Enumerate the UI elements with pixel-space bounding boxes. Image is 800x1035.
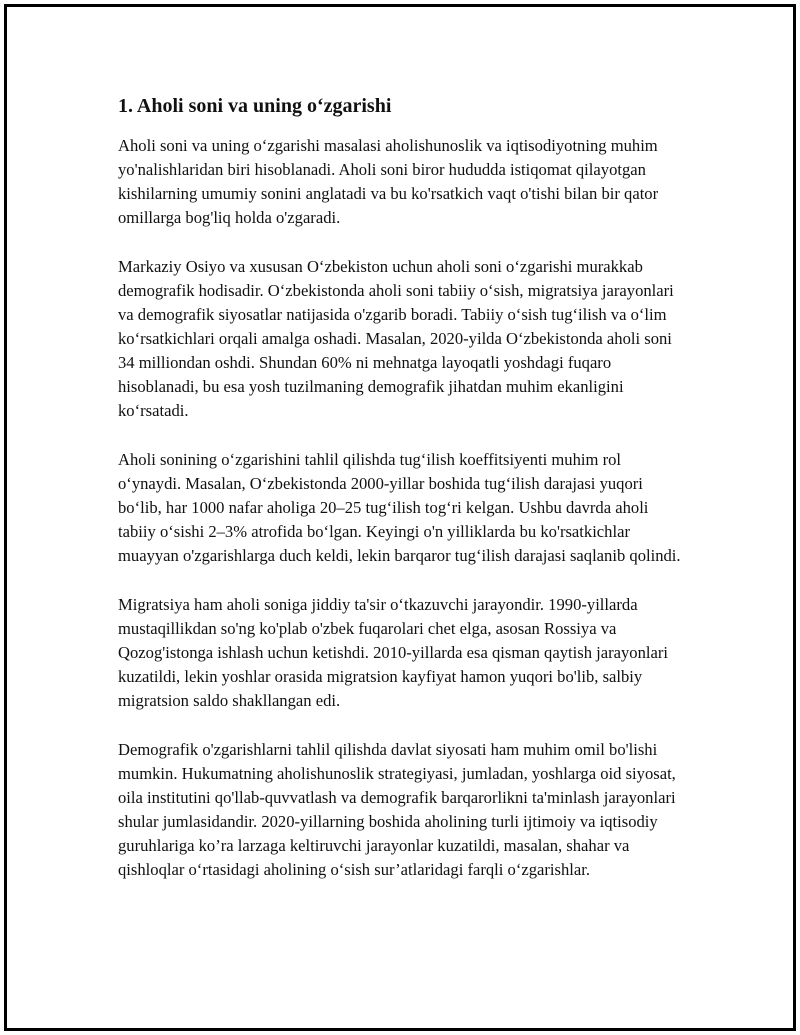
paragraph-3: Aholi sonining oʻzgarishini tahlil qilishda tugʻilish koeffitsiyenti muhim rol oʻynaydi. Masalan, Oʻzbekistonda 2000-yillar boshida tugʻilish darajasi yuqori boʻlib, har 1000 nafar aholiga 20–25 tugʻilish togʻri kelgan. Ushbu davrda aholi tabiiy oʻsishi 2–3% atrofida boʻlgan. Keyingi o'n yilliklarda bu ko'rsatkichlar muayyan o'zgarishlarga duch keldi, lekin barqaror tugʻilish darajasi saqlanib qolindi. (118, 450, 681, 565)
paragraph-4: Migratsiya ham aholi soniga jiddiy ta'sir oʻtkazuvchi jarayondir. 1990-yillarda mustaqillikdan so'ng ko'plab o'zbek fuqarolari chet elga, asosan Rossiya va Qozog'istonga ishlash uchun ketishdi. 2010-yillarda esa qisman qaytish jarayonlari kuzatildi, lekin yoshlar orasida migratsion kayfiyat hamon yuqori bo'lib, salbiy migratsion saldo shakllangan edi. (118, 595, 669, 710)
document-body (118, 92, 688, 907)
section-heading: 1. Aholi soni va uning oʻzgarishi (118, 95, 392, 117)
paragraph-1: Aholi soni va uning oʻzgarishi masalasi aholishunoslik va iqtisodiyotning muhim yo'nalishlaridan biri hisoblanadi. Aholi soni biror hududda istiqomat qilayotgan kishilarning umumiy sonini anglatadi va bu ko'rsatkich vaqt o'tishi bilan bir qator omillarga bog'liq holda o'zgaradi. (118, 136, 659, 227)
paragraph-5: Demografik o'zgarishlarni tahlil qilishda davlat siyosati ham muhim omil bo'lishi mumkin. Hukumatning aholishunoslik strategiyasi, jumladan, yoshlarga oid siyosat, oila institutini qo'llab-quvvatlash va demografik barqarorlikni ta'minlash jarayonlari shular jumlasidandir. 2020-yillarning boshida aholining turli ijtimoiy va iqtisodiy guruhlariga ko’ra larzaga keltiruvchi jarayonlar kuzatildi, masalan, shahar va qishloqlar oʻrtasidagi aholining oʻsish sur’atlaridagi farqli oʻzgarishlar. (118, 740, 676, 879)
paragraph-2: Markaziy Osiyo va xususan Oʻzbekiston uchun aholi soni oʻzgarishi murakkab demografik hodisadir. Oʻzbekistonda aholi soni tabiiy oʻsish, migratsiya jarayonlari va demografik siyosatlar natijasida o'zgarib boradi. Tabiiy oʻsish tugʻilish va oʻlim koʻrsatkichlari orqali amalga oshadi. Masalan, 2020-yilda Oʻzbekistonda aholi soni 34 milliondan oshdi. Shundan 60% ni mehnatga layoqatli yoshdagi fuqaro hisoblanadi, bu esa yosh tuzilmaning demografik jihatdan muhim ekanligini koʻrsatadi. (118, 257, 674, 420)
